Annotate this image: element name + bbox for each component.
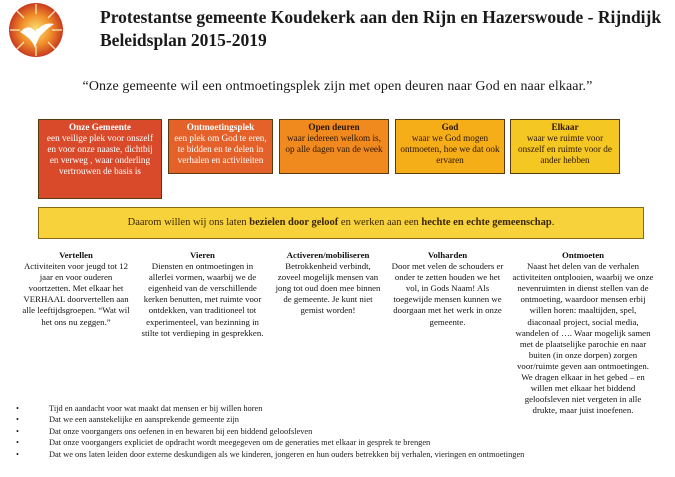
box-text: waar we ruimte voor onszelf en ruimte voor de ander hebben bbox=[518, 133, 612, 165]
column-title: Vieren bbox=[190, 250, 215, 260]
column-title: Ontmoeten bbox=[561, 250, 605, 260]
column-activeren bbox=[273, 250, 383, 317]
column-title: Vertellen bbox=[59, 250, 93, 260]
box-ontmoetingsplek bbox=[168, 119, 273, 174]
column-text: Activiteiten voor jeugd tot 12 jaar en voor ouderen voortzetten. Met elkaar het VERHAAL doorvertellen aan alle leeftijdsgroepen. “Wat wil het ons nu zeggen.” bbox=[22, 261, 130, 327]
banner-emphasis: hechte en echte gemeenschap bbox=[421, 217, 552, 228]
column-text: Naast het delen van de verhalen activiteiten ontplooien, waarbij we onze nevenruimten in dienst stellen van de ontmoeting, waardoor mensen erbij willen horen: maaltijden, spel, diaconaal project, social media, wandelen of …. Waar mogelijk samen met de plaatselijke parochie en naar buiten (in onze dorpen) zorgen voor/ruimte geven aan ontmoetingen. We dragen elkaar in het gebed – en willen met elkaar het biddend geloofsleven niet vergeten in alle drukte, maar juist inoefenen. bbox=[512, 261, 654, 416]
box-title: Elkaar bbox=[551, 122, 579, 132]
box-open-deuren bbox=[279, 119, 389, 174]
column-text: Betrokkenheid verbindt, zoveel mogelijk mensen van jong tot oud doen mee binnen de gemeente. Je kunt niet gemist worden! bbox=[275, 261, 381, 316]
column-title: Volharden bbox=[427, 250, 468, 260]
box-onze-gemeente bbox=[38, 119, 162, 199]
document-subtitle: Beleidsplan 2015-2019 bbox=[100, 30, 267, 50]
box-text: een plek om God te eren, te bidden en te delen in verhalen en activiteiten bbox=[174, 133, 267, 165]
box-title: Ontmoetingsplek bbox=[186, 122, 255, 132]
motto-quote: “Onze gemeente wil een ontmoetingsplek zijn met open deuren naar God en naar elkaar.” bbox=[82, 79, 593, 94]
list-item: • Dat we een aanstekelijke en aansprekende gemeente zijn bbox=[16, 414, 524, 425]
box-elkaar bbox=[510, 119, 620, 174]
bullet-list bbox=[16, 403, 524, 460]
column-title: Activeren/mobiliseren bbox=[286, 250, 370, 260]
box-text: een veilige plek voor onszelf en voor onze naaste, dichtbij en verweg , waar onderling vertrouwen de basis is bbox=[46, 133, 154, 176]
box-title: God bbox=[441, 122, 459, 132]
mission-banner bbox=[38, 207, 644, 239]
box-text: waar iedereen welkom is, op alle dagen van de week bbox=[285, 133, 383, 154]
banner-text: . bbox=[551, 217, 555, 228]
dove-sun-logo-icon bbox=[8, 2, 64, 58]
list-item: • Dat we ons laten leiden door externe deskundigen als we kinderen, jongeren en hun ouders betrekken bij verhalen, vieringen en ontmoetingen bbox=[16, 449, 524, 460]
column-vertellen bbox=[20, 250, 132, 328]
banner-emphasis: bezielen door geloof bbox=[249, 217, 339, 228]
list-item: • Dat onze voorgangers ons oefenen in en bewaren bij een biddend geloofsleven bbox=[16, 426, 524, 437]
list-item: • Tijd en aandacht voor wat maakt dat mensen er bij willen horen bbox=[16, 403, 524, 414]
column-text: Door met velen de schouders er onder te zetten houden we het vol, in Gods Naam! Als toegewijde mensen kunnen we doorgaan met het werk in onze gemeente. bbox=[391, 261, 504, 327]
box-god bbox=[395, 119, 505, 174]
box-title: Open deuren bbox=[308, 122, 360, 132]
banner-text: Daarom willen wij ons laten bbox=[127, 217, 250, 228]
banner-text: en werken aan een bbox=[338, 217, 422, 228]
column-volharden bbox=[391, 250, 504, 328]
box-text: waar we God mogen ontmoeten, hoe we dat ook ervaren bbox=[400, 133, 500, 165]
box-title: Onze Gemeente bbox=[69, 122, 131, 132]
column-ontmoeten bbox=[512, 250, 654, 416]
list-item: • Dat onze voorgangers expliciet de opdracht wordt meegegeven om de generaties met elkaar in gesprek te brengen bbox=[16, 437, 524, 448]
column-vieren bbox=[140, 250, 265, 339]
document-title: Protestantse gemeente Koudekerk aan den Rijn en Hazerswoude - Rijndijk bbox=[100, 7, 662, 27]
column-text: Diensten en ontmoetingen in allerlei vormen, waarbij we de eigenheid van de verschillende kerken benutten, met ruimte voor ontdekken, van traditioneel tot experimenteel, van bezinning in stilte tot verdieping in gesprekken. bbox=[141, 261, 264, 338]
